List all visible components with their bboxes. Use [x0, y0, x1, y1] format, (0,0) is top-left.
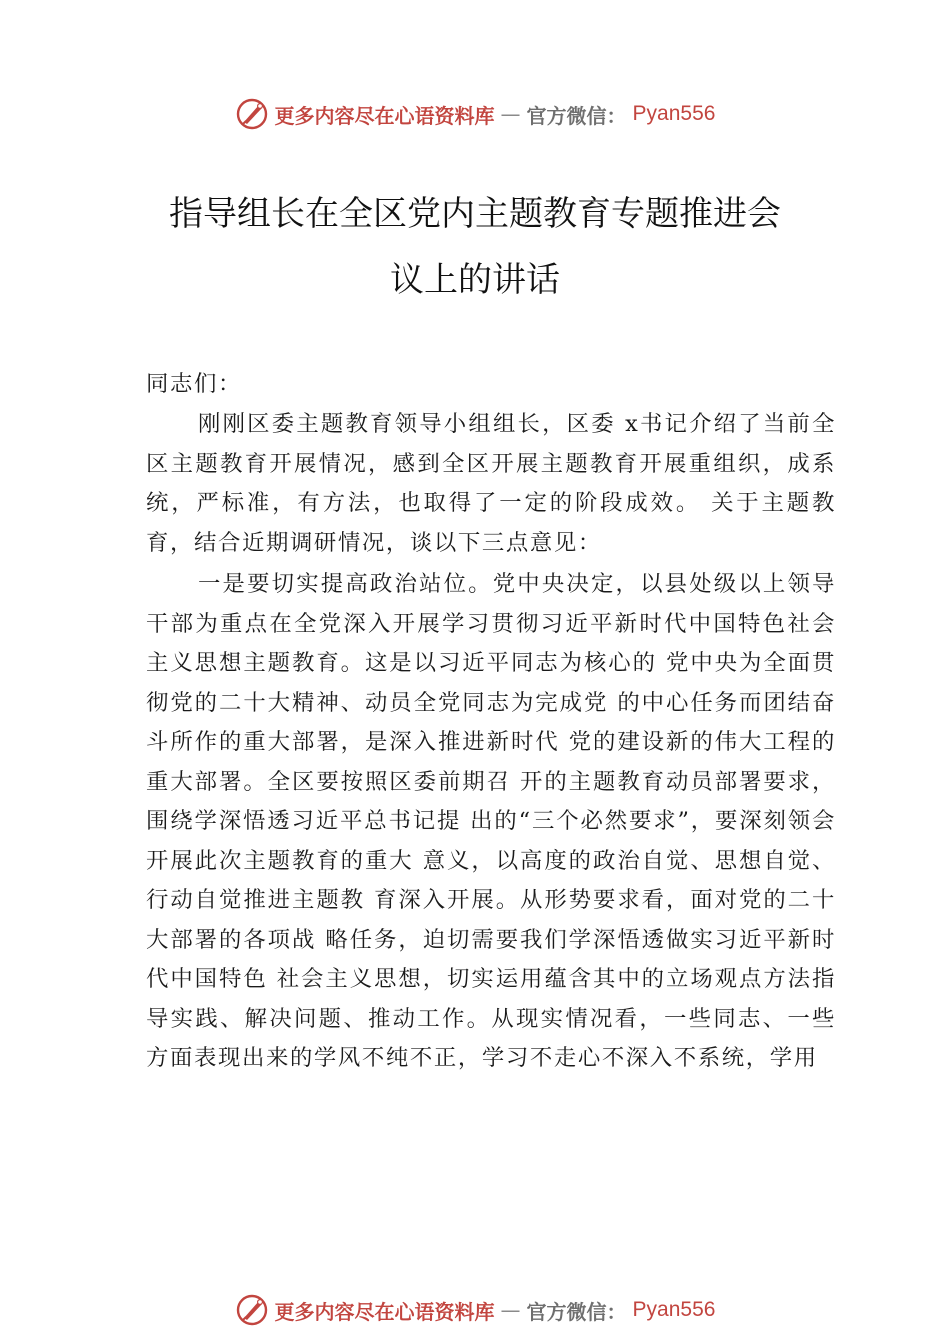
paragraph-point-one	[146, 565, 836, 1079]
watermark-wechat-label: 官方微信：	[526, 103, 627, 128]
watermark-library-text: 更多内容尽在心语资料库	[274, 103, 495, 128]
document-title-line2: 议上的讲话	[390, 260, 560, 300]
watermark-account: Pyan556	[632, 1298, 716, 1321]
paragraph-point-one-text: 一是要切实提高政治站位。党中央决定，以县处级以上领导干部为重点在全党深入开展学习贯彻习近平新时代中国特色社会主义思想主题教育。这是以习近平同志为核心的 党中央为全面贯彻党的二十大精神、动员全党同志为完成党 的中心任务而团结奋斗所作的重大部署，是深入推进新时代 党的建设新的伟大工程的重大部署。全区要按照区委前期召 开的主题教育动员部署要求，围绕学深悟透习近平总书记提 出的“三个必然要求”，要深刻领会开展此次主题教育的重大 意义，以高度的政治自觉、思想自觉、行动自觉推进主题教 育深入开展。从形势要求看，面对党的二十大部署的各项战 略任务，迫切需要我们学深悟透做实习近平新时代中国特色 社会主义思想，切实运用蕴含其中的立场观点方法指导实践、解决问题、推动工作。从现实情况看，一些同志、一些方面表现出来的学风不纯不正，学习不走心不深入不系统，学用	[146, 571, 836, 1071]
paragraph-intro	[146, 405, 836, 563]
header-watermark	[0, 94, 950, 134]
footer-watermark	[0, 1290, 950, 1330]
watermark-library-text: 更多内容尽在心语资料库	[274, 1299, 495, 1324]
paragraph-intro-text: 刚刚区委主题教育领导小组组长，区委 x书记介绍了当前全区主题教育开展情况，感到全区开展主题教育开展重组织，成系统，严标准，有方法，也取得了一定的阶段成效。 关于主题教育，结合近期调研情况，谈以下三点意见：	[146, 411, 836, 556]
salutation: 同志们：	[146, 371, 242, 397]
document-title-line1: 指导组长在全区党内主题教育专题推进会	[169, 194, 781, 234]
quill-logo-icon	[235, 1293, 269, 1327]
watermark-account: Pyan556	[632, 102, 716, 125]
quill-logo-icon	[235, 97, 269, 131]
watermark-wechat-label: 官方微信：	[526, 1299, 627, 1324]
watermark-dash: —	[500, 1298, 521, 1322]
watermark-dash: —	[500, 102, 521, 126]
